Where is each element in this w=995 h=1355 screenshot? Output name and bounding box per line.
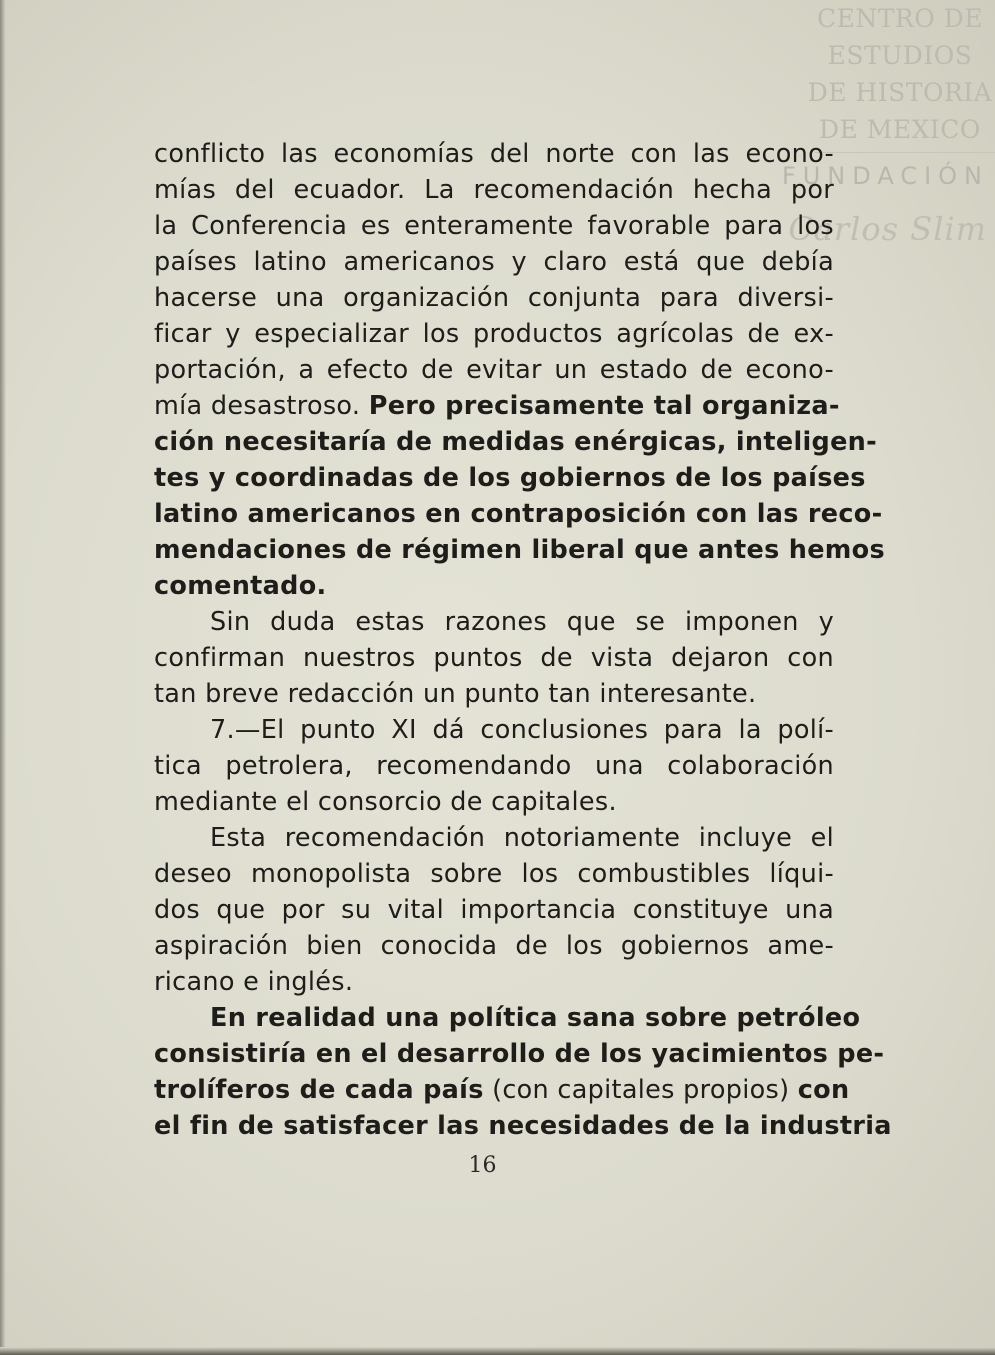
bold-text-line: el fin de satisfacer las necesidades de la industria	[154, 1111, 892, 1141]
text-line: la Conferencia es enteramente favorable para los	[154, 211, 834, 241]
text-line: aspiración bien conocida de los gobiernos ame-	[154, 931, 834, 961]
text-line: tica petrolera, recomendando una colaboración	[154, 751, 834, 781]
watermark-divider	[815, 152, 995, 153]
text-normal-segment: mía desastroso.	[154, 391, 369, 421]
paragraph-first-line: 7.—El punto XI dá conclusiones para la polí-	[210, 715, 834, 745]
text-line: dos que por su vital importancia constituye una	[154, 895, 834, 925]
watermark-signature: Carlos Slim	[788, 210, 987, 248]
text-line: conflicto las economías del norte con las econo-	[154, 139, 834, 169]
text-line: ficar y especializar los productos agrícolas de ex-	[154, 319, 834, 349]
text-bold-segment: trolíferos de cada país	[154, 1075, 484, 1105]
text-line: mediante el consorcio de capitales.	[154, 787, 617, 817]
page-number: 16	[468, 1153, 497, 1178]
page-bottom-edge-shadow	[0, 1347, 995, 1355]
text-line: confirman nuestros puntos de vista dejaron con	[154, 643, 834, 673]
text-bold-segment: Pero precisamente tal organiza-	[368, 391, 840, 421]
bold-text-line: tes y coordinadas de los gobiernos de los países	[154, 463, 866, 493]
text-line-mixed	[154, 1072, 850, 1108]
bold-text-line: mendaciones de régimen liberal que antes hemos	[154, 535, 885, 565]
paragraph-first-line: Sin duda estas razones que se imponen y	[210, 607, 834, 637]
text-line: hacerse una organización conjunta para diversi-	[154, 283, 834, 313]
bold-paragraph-first-line: En realidad una política sana sobre petróleo	[210, 1003, 861, 1033]
watermark-line: DE MEXICO	[819, 115, 981, 144]
text-line: deseo monopolista sobre los combustibles líqui-	[154, 859, 834, 889]
watermark-foundation: FUNDACIÓN	[781, 162, 989, 190]
watermark-line: CENTRO DE	[817, 4, 983, 33]
bold-text-line: latino americanos en contraposición con las reco-	[154, 499, 883, 529]
bold-text-line: comentado.	[154, 571, 327, 601]
text-line: portación, a efecto de evitar un estado de econo-	[154, 355, 834, 385]
text-line: países latino americanos y claro está que debía	[154, 247, 834, 277]
text-line-mixed	[154, 388, 840, 424]
text-normal-segment: (con capitales propios)	[483, 1075, 798, 1105]
page-left-edge-shadow	[0, 0, 6, 1355]
bold-text-line: consistiría en el desarrollo de los yacimientos pe-	[154, 1039, 885, 1069]
text-line: ricano e inglés.	[154, 967, 354, 997]
text-line: mías del ecuador. La recomendación hecha por	[154, 175, 834, 205]
watermark-line: DE HISTORIA	[807, 78, 993, 107]
text-line: tan breve redacción un punto tan interesante.	[154, 679, 757, 709]
bold-text-line: ción necesitaría de medidas enérgicas, inteligen-	[154, 427, 878, 457]
paragraph-first-line: Esta recomendación notoriamente incluye el	[210, 823, 834, 853]
watermark-line: ESTUDIOS	[827, 41, 973, 70]
text-bold-segment: con	[797, 1075, 850, 1105]
